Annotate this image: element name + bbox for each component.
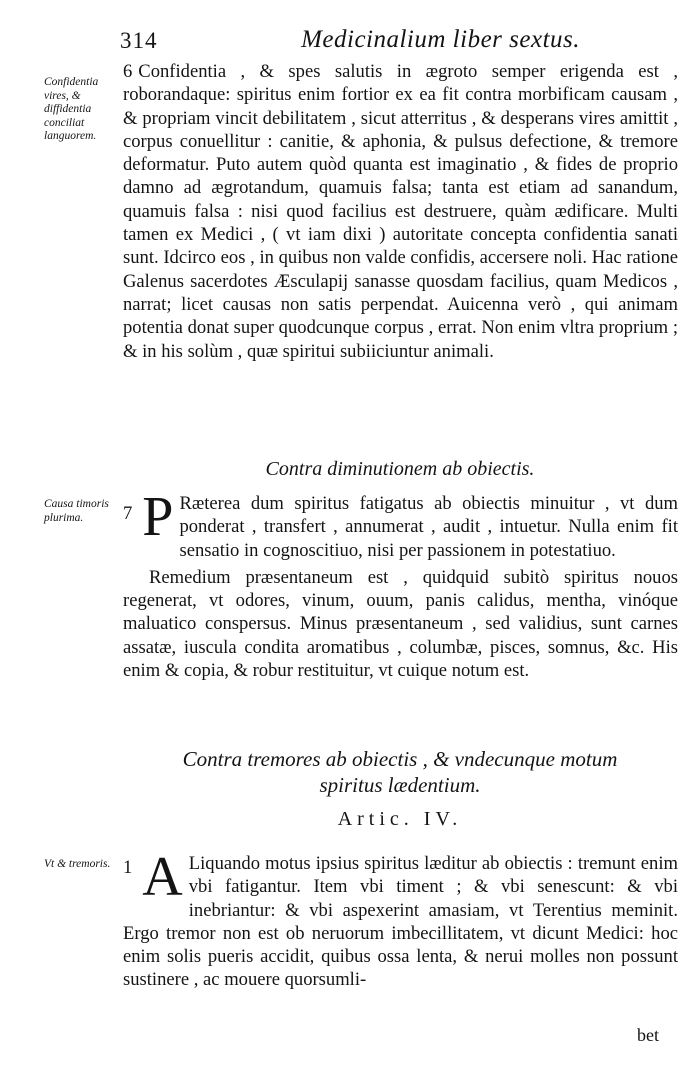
paragraph-number: 6 <box>123 61 133 82</box>
paragraph-1 <box>123 846 678 992</box>
paragraph-number: 1 <box>123 857 133 878</box>
page-number: 314 <box>120 28 158 53</box>
paragraph-text: Ræterea dum spiritus fatigatus ab obiectis minuitur , vt dum ponderat , transfert , annumerat , audit , intuetur. Nulla enim fit sensatio in cognoscitiuo, nisi per passionem in potestatiuo. <box>179 493 678 561</box>
paragraph-text: Liquando motus ipsius spiritus læditur ab obiectis : tremunt enim vbi fatigantur. Item vbi timent ; & vbi senescunt: & vbi inebriantur: & vbi aspexerint amasiam, vt Terentius meminit. Ergo tremor non est ob neruorum imbecillitatem, vt dicunt Medici: hoc enim solis pueris accidit, quibus ossa lenta, & nerui molles non possunt sustinere , ac mouere quorsumli- <box>123 853 678 991</box>
heading-tremors <box>120 746 680 798</box>
drop-capital: A <box>142 846 183 908</box>
margin-note-confidentia: Confidentia vires, & diffidentia conciliat languorem. <box>44 76 99 142</box>
running-title: Medicinalium liber sextus. <box>301 26 580 53</box>
margin-note-tremoris: Vt & tremoris. <box>44 858 111 870</box>
drop-capital: P <box>142 486 174 548</box>
margin-note-causa-timoris: Causa timoris plurima. <box>44 498 109 524</box>
paragraph-7 <box>123 486 678 682</box>
heading-line-1: Contra tremores ab obiectis , & vndecunque motum <box>182 747 618 771</box>
page-header <box>120 22 580 58</box>
paragraph-6 <box>123 60 678 363</box>
section-title-diminution: Contra diminutionem ab obiectis. <box>265 458 535 480</box>
paragraph-text: Confidentia , & spes salutis in ægroto semper erigenda est , roborandaque: spiritus enim fortior ex ea fit contra morbificam causam , & propriam vincit debilitatem , sicut atterritus , & desperans vires amittit , corpus conuellitur : canitie, & aphonia, & pulsus defectione, & tremore deformatur. Puto autem quòd quanta est imaginatio , & fides de proprio damno ad ægrotandum, quamuis falsa; tanta est etiam ad sanandum, quamuis falsa : nisi quod facilius est destruere, quàm ædificare. Multi tamen ex Medici , ( vt iam dixi ) autoritate concepta confidentia sanati sunt. Idcirco eos , in quibus non valde confidis, accersere noli. Hac ratione Galenus sacerdotes Æsculapij sanasse quosdam facilius, quam Medicos , narrat; licet causas non satis perpendat. Auicenna verò , qui animam potentia donat super quodcunque corpus , errat. Non enim vltra proprium ; & in his solùm , quæ spiritui subiiciuntur animali. <box>123 61 678 362</box>
paragraph-number: 7 <box>123 503 133 524</box>
catchword: bet <box>637 1025 659 1045</box>
paragraph-7-remedy: Remedium præsentaneum est , quidquid subitò spiritus nouos regenerat, vt odores, vinum, ouum, panis calidus, mentha, vinóque maluatico conspersus. Minus præsentaneum , sed validius, sunt carnes assatæ, iuscula condita aromatibus , columbæ, pisces, somnus, &c. His enim & copia, & robur restituitur, vt cuique notum est. <box>123 566 678 682</box>
article-label: Artic. IV. <box>337 808 463 830</box>
heading-line-2: spiritus lædentium. <box>319 773 481 797</box>
